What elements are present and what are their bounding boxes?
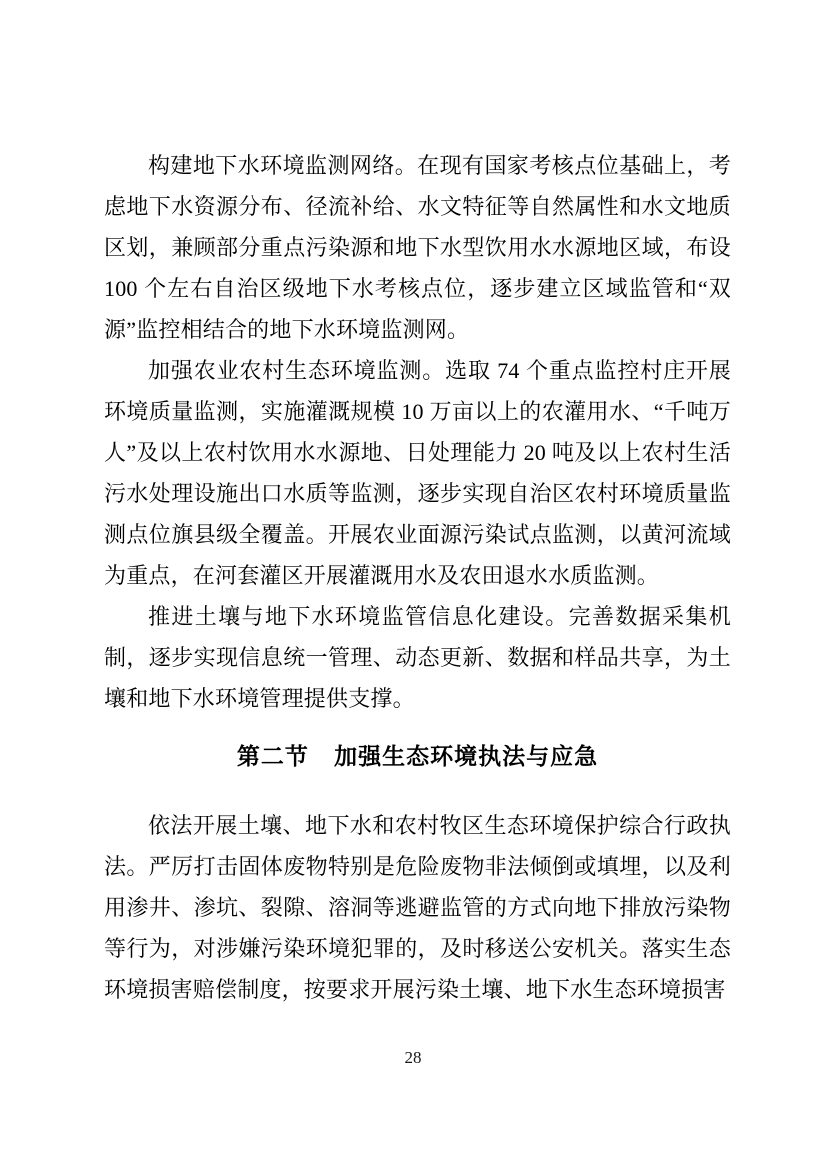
page-number: 28	[404, 1048, 422, 1067]
paragraph-information-system: 推进土壤与地下水环境监管信息化建设。完善数据采集机制，逐步实现信息统一管理、动态更新、数据和样品共享，为土壤和地下水环境管理提供支撑。	[104, 604, 731, 711]
document-body	[104, 145, 731, 1010]
paragraph-rural-environment-monitoring: 加强农业农村生态环境监测。选取 74 个重点监控村庄开展环境质量监测，实施灌溉规模 10 万亩以上的农灌用水、“千吨万人”及以上农村饮用水水源地、日处理能力 20 吨及以上农村生活污水处理设施出口水质等监测，逐步实现自治区农村环境质量监测点位旗县级全覆盖。开展农业面源污染试点监测，以黄河流域为重点，在河套灌区开展灌溉用水及农田退水水质监测。	[104, 358, 731, 588]
paragraph-groundwater-monitoring-network: 构建地下水环境监测网络。在现有国家考核点位基础上，考虑地下水资源分布、径流补给、水文特征等自然属性和水文地质区划，兼顾部分重点污染源和地下水型饮用水水源地区域，布设 100 个左右自治区级地下水考核点位，逐步建立区域监管和“双源”监控相结合的地下水环境监测网。	[104, 153, 731, 342]
section-heading	[104, 736, 731, 777]
paragraph-law-enforcement: 依法开展土壤、地下水和农村牧区生态环境保护综合行政执法。严厉打击固体废物特别是危险废物非法倾倒或填埋，以及利用渗井、渗坑、裂隙、溶洞等逃避监管的方式向地下排放污染物等行为，对涉嫌污染环境犯罪的，及时移送公安机关。落实生态环境损害赔偿制度，按要求开展污染土壤、地下水生态环境损害	[104, 813, 731, 1002]
section-title: 加强生态环境执法与应急	[334, 744, 599, 769]
section-number: 第二节	[236, 744, 309, 769]
